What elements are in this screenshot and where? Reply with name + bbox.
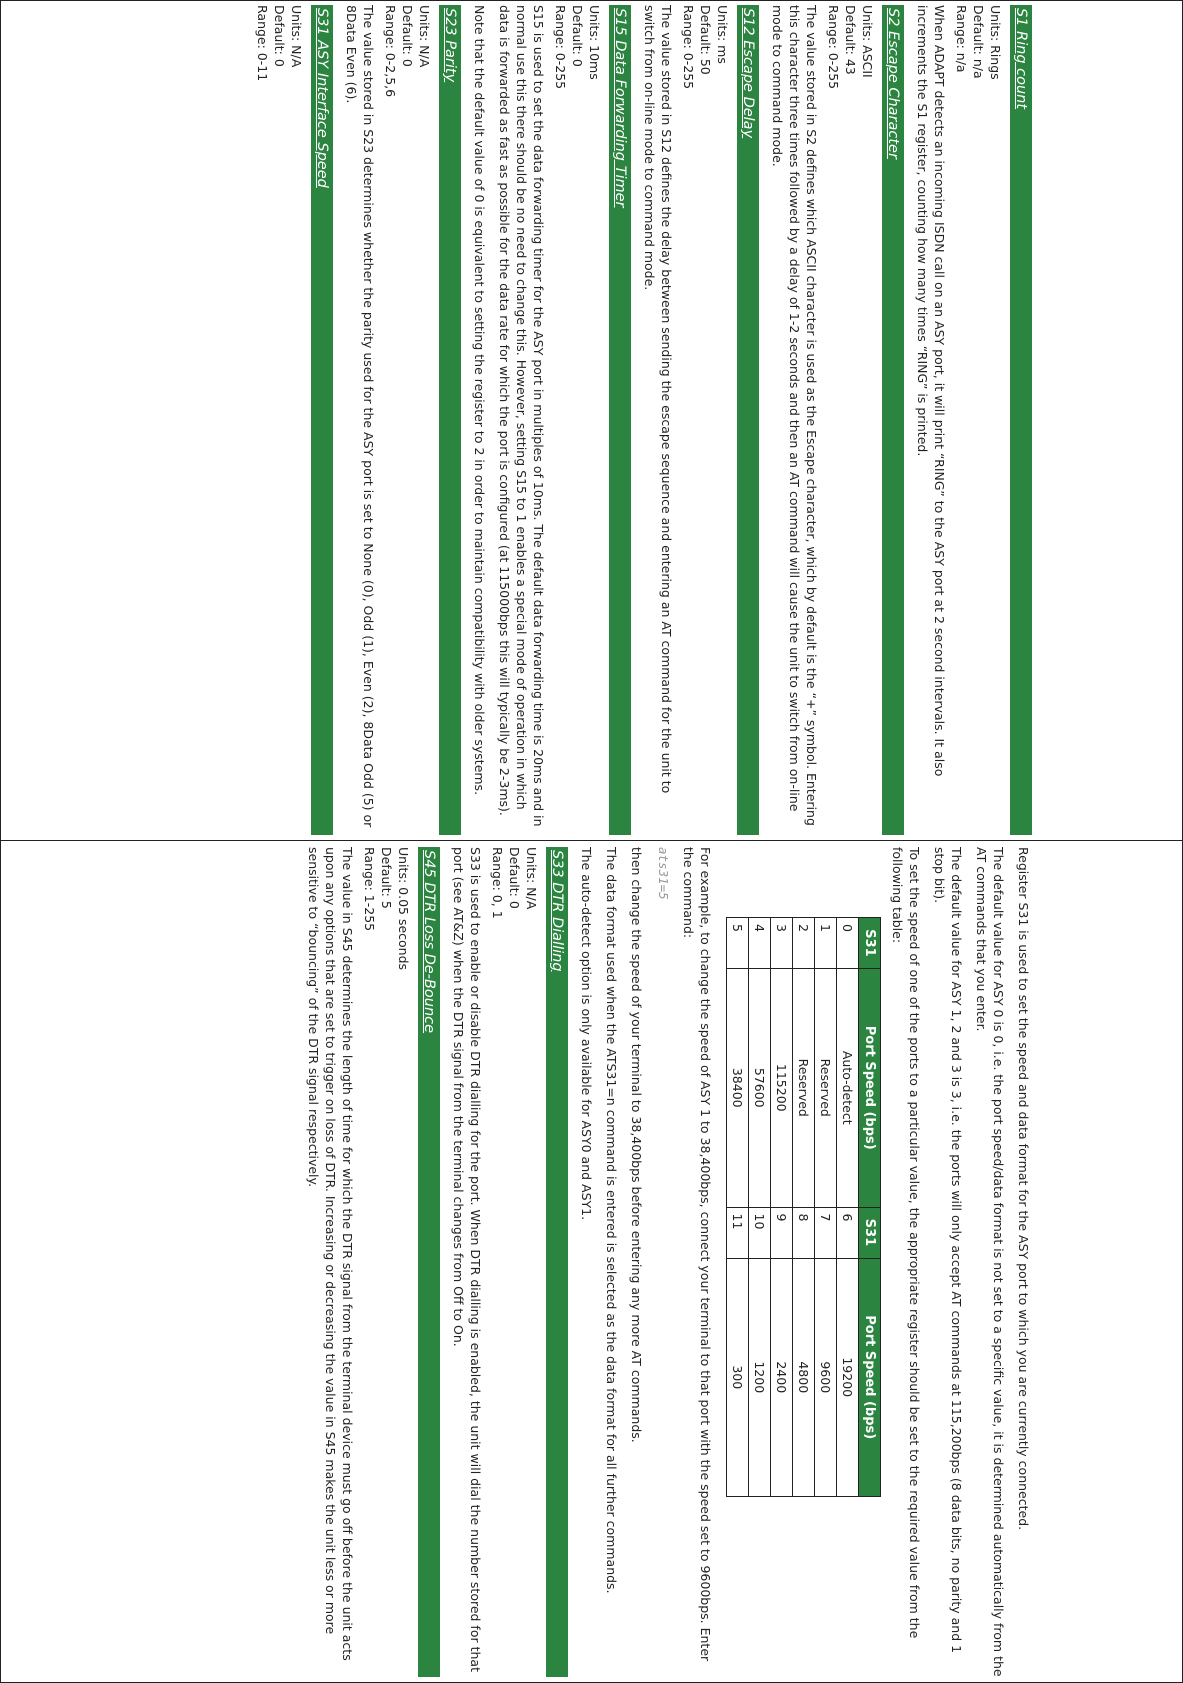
page-513-content <box>254 5 1032 835</box>
table-cell: 57600 <box>749 969 771 1208</box>
units-line: Units: 0.05 seconds <box>396 847 411 971</box>
table-cell: 9 <box>771 1207 793 1258</box>
units-line: Units: 10ms <box>587 5 602 80</box>
paragraph: The default value for ASY 1, 2 and 3 is 3, i.e. the ports will only accept AT commands at 115,200bps (8 data bits, no parity and 1 stop bit). <box>932 847 964 1654</box>
table-row <box>771 918 793 1497</box>
paragraph: The default value for ASY 0 is 0, i.e. the port speed/data format is not set to a specific value, it is determined automatically from the AT commands that you enter. <box>974 847 1006 1677</box>
range-line: Range: 0-255 <box>553 5 568 90</box>
page-divider <box>0 840 1183 841</box>
units-line: Units: Rings <box>988 5 1003 80</box>
table-cell: 38400 <box>727 969 749 1208</box>
table-header: S31 <box>859 1207 881 1258</box>
table-cell: 3 <box>771 918 793 969</box>
table-cell: 7 <box>815 1207 837 1258</box>
range-line: Range: 0-11 <box>255 5 270 82</box>
units-line: Units: N/A <box>524 847 539 910</box>
table-cell: 10 <box>749 1207 771 1258</box>
range-line: Range: 0, 1 <box>490 847 505 919</box>
section-title: S23 Parity <box>442 8 458 83</box>
table-cell: 300 <box>727 1258 749 1497</box>
paragraph: The value stored in S12 defines the delay between sending the escape sequence and entering an AT command for the unit to switch from on-line mode to command mode. <box>642 5 674 794</box>
table-row <box>727 918 749 1497</box>
section-header-s2 <box>882 5 904 835</box>
table-cell: 6 <box>837 1207 859 1258</box>
table-cell: Reserved <box>793 969 815 1208</box>
default-line: Default: 0 <box>400 5 415 67</box>
table-row <box>837 918 859 1497</box>
units-line: Units: ms <box>715 5 730 64</box>
table-cell: Reserved <box>815 969 837 1208</box>
table-header: Port Speed (bps) <box>859 969 881 1208</box>
section-header-s33 <box>546 847 568 1677</box>
table-cell: 9600 <box>815 1258 837 1497</box>
default-line: Default: 50 <box>698 5 713 75</box>
command-example: ats31=5 <box>656 847 671 900</box>
paragraph: When ADAPT detects an incoming ISDN call on an ASY port, it will print “RING” to the ASY port at 2 second intervals. It also increments the S1 register, counting how many times “RING” is printed. <box>915 5 947 777</box>
section-header-s45 <box>418 847 440 1677</box>
units-line: Units: N/A <box>289 5 304 68</box>
paragraph: S15 is used to set the data forwarding timer for the ASY port in multiples of 10ms. The default data forwarding time is 20ms and in normal use this there should be no need to change this. However, setting S15 to 1 enables a special mode of operation in which data is forwarded as fast as possible for the data rate for which the port is configured (at 115000bps this will typically be 2-3ms). <box>497 5 546 827</box>
paragraph: The value stored in S2 defines which ASCII character is used as the Escape character, which by default is the “+” symbol. Entering this character three times followed by a delay of 1-2 seconds and then an AT command will cause the unit to switch from on-line mode to command mode. <box>770 5 819 826</box>
table-cell: 5 <box>727 918 749 969</box>
default-line: Default: 43 <box>843 5 858 75</box>
table-cell: 1 <box>815 918 837 969</box>
table-cell: 0 <box>837 918 859 969</box>
default-line: Default: 0 <box>570 5 585 67</box>
section-header-s15 <box>609 5 631 835</box>
table-header: Port Speed (bps) <box>859 1258 881 1497</box>
default-line: Default: 0 <box>507 847 522 909</box>
paragraph: The auto-detect option is only available for ASY0 and ASY1. <box>579 847 594 1221</box>
section-title: S31 ASY Interface Speed <box>314 8 330 188</box>
section-title: S1 Ring count <box>1013 8 1029 110</box>
table-cell: 115200 <box>771 969 793 1208</box>
range-line: Range: 0-255 <box>826 5 841 90</box>
page-514 <box>0 847 1032 1677</box>
paragraph: The value stored in S23 determines whether the parity used for the ASY port is set to None (0), Odd (1), Even (2), 8Data Odd (5) or 8Data Even (6). <box>344 5 376 828</box>
default-line: Default: 5 <box>379 847 394 909</box>
paragraph: To set the speed of one of the ports to a particular value, the appropriate register should be set to the required value from the following table: <box>890 847 922 1639</box>
section-title: S12 Escape Delay <box>740 8 756 139</box>
table-row <box>749 918 771 1497</box>
table-cell: 4800 <box>793 1258 815 1497</box>
table-cell: 2 <box>793 918 815 969</box>
paragraph: The data format used when the ATS31=n command is entered is selected as the data format for all further commands. <box>604 847 619 1594</box>
paragraph: then change the speed of your terminal to 38,400bps before entering any more AT commands. <box>629 847 644 1443</box>
range-line: Range: 0-2,5,6 <box>383 5 398 98</box>
range-line: Range: 0-255 <box>681 5 696 90</box>
port-speed-table <box>726 917 881 1497</box>
units-line: Units: N/A <box>417 5 432 68</box>
paragraph: S33 is used to enable or disable DTR dialling for the port. When DTR dialling is enabled, the unit will dial the number stored for that port (see AT&Z) when the DTR signal from the terminal changes from Off to On. <box>451 847 483 1672</box>
units-line: Units: ASCII <box>860 5 875 78</box>
range-line: Range: n/a <box>954 5 969 73</box>
paragraph: Note that the default value of 0 is equivalent to setting the register to 2 in order to maintain compatibility with older systems. <box>472 5 487 796</box>
table-header: S31 <box>859 918 881 969</box>
paragraph: The value in S45 determines the length of time for which the DTR signal from the terminal device must go off before the unit acts upon any options that are set to trigger on loss of DTR. Increasing or decreasing the value in S45 makes the unit less or more sensitive to “bouncing” of the DTR signal respectively. <box>306 847 355 1661</box>
paragraph: Register S31 is used to set the speed and data format for the ASY port to which you are currently connected. <box>1016 847 1031 1531</box>
section-title: S15 Data Forwarding Timer <box>612 8 628 208</box>
table-row <box>815 918 837 1497</box>
table-row <box>793 918 815 1497</box>
section-header-s31 <box>311 5 333 835</box>
section-title: S2 Escape Character <box>885 8 901 159</box>
section-header-s12 <box>737 5 759 835</box>
table-cell: 19200 <box>837 1258 859 1497</box>
section-title: S33 DTR Dialling <box>549 850 565 972</box>
section-title: S45 DTR Loss De-Bounce <box>421 850 437 1034</box>
paragraph: For example, to change the speed of ASY 1 to 38,400bps, connect your terminal to that port with the speed set to 9600bps. Enter the command: <box>681 847 713 1662</box>
table-cell: Auto-detect <box>837 969 859 1208</box>
table-cell: 8 <box>793 1207 815 1258</box>
section-header-s23 <box>439 5 461 835</box>
page-513 <box>0 5 1032 835</box>
table-cell: 2400 <box>771 1258 793 1497</box>
range-line: Range: 1-255 <box>362 847 377 932</box>
page-514-content <box>297 847 1032 1677</box>
table-header-row <box>859 918 881 1497</box>
table-cell: 11 <box>727 1207 749 1258</box>
default-line: Default: n/a <box>971 5 986 79</box>
table-cell: 1200 <box>749 1258 771 1497</box>
section-header-s1 <box>1010 5 1032 835</box>
table-cell: 4 <box>749 918 771 969</box>
default-line: Default: 0 <box>272 5 287 67</box>
